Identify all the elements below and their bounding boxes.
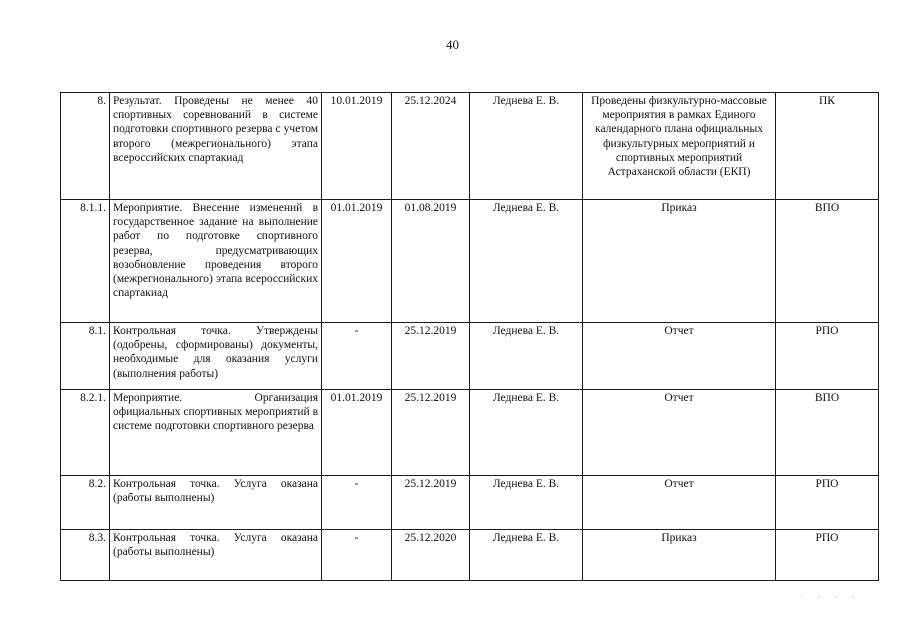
row-start-date: - xyxy=(322,476,392,530)
table-row xyxy=(61,323,879,390)
row-responsible: Леднева Е. В. xyxy=(470,323,583,390)
table-row xyxy=(61,200,879,323)
scan-artifact: · · · · xyxy=(800,592,861,602)
row-description: Мероприятие. Организация официальных спортивных мероприятий в системе подготовки спортивного резерва xyxy=(110,390,322,476)
row-number: 8.1. xyxy=(61,323,110,390)
row-code: РПО xyxy=(776,323,879,390)
row-document: Приказ xyxy=(583,200,776,323)
row-document: Отчет xyxy=(583,476,776,530)
row-start-date: - xyxy=(322,323,392,390)
row-number: 8. xyxy=(61,93,110,200)
row-start-date: 01.01.2019 xyxy=(322,200,392,323)
row-document: Проведены физкультурно-массовые мероприятия в рамках Единого календарного плана официальных физкультурных мероприятий и спортивных мероприятий Астраханской области (ЕКП) xyxy=(583,93,776,200)
row-description: Мероприятие. Внесение изменений в государственное задание на выполнение работ по подготовке спортивного резерва, предусматривающих возобновление проведения второго (межрегионального) этапа всероссийских спартакиад xyxy=(110,200,322,323)
row-description: Контрольная точка. Услуга оказана (работы выполнены) xyxy=(110,476,322,530)
row-end-date: 25.12.2020 xyxy=(392,530,470,581)
row-start-date: 10.01.2019 xyxy=(322,93,392,200)
row-number: 8.1.1. xyxy=(61,200,110,323)
plan-table xyxy=(60,92,879,581)
row-start-date: 01.01.2019 xyxy=(322,390,392,476)
row-responsible: Леднева Е. В. xyxy=(470,476,583,530)
row-responsible: Леднева Е. В. xyxy=(470,390,583,476)
row-code: ВПО xyxy=(776,390,879,476)
row-end-date: 25.12.2019 xyxy=(392,476,470,530)
table-row xyxy=(61,476,879,530)
row-end-date: 25.12.2019 xyxy=(392,390,470,476)
row-description: Результат. Проведены не менее 40 спортивных соревнований в системе подготовки спортивного резерва с учетом второго (межрегионального) этапа всероссийских спартакиад xyxy=(110,93,322,200)
row-responsible: Леднева Е. В. xyxy=(470,200,583,323)
row-number: 8.2. xyxy=(61,476,110,530)
table-row xyxy=(61,530,879,581)
row-number: 8.2.1. xyxy=(61,390,110,476)
row-responsible: Леднева Е. В. xyxy=(470,93,583,200)
row-code: ВПО xyxy=(776,200,879,323)
row-end-date: 25.12.2019 xyxy=(392,323,470,390)
row-responsible: Леднева Е. В. xyxy=(470,530,583,581)
row-end-date: 01.08.2019 xyxy=(392,200,470,323)
table-row xyxy=(61,390,879,476)
row-document: Отчет xyxy=(583,390,776,476)
row-end-date: 25.12.2024 xyxy=(392,93,470,200)
row-description: Контрольная точка. Утверждены (одобрены, сформированы) документы, необходимые для оказания услуги (выполнения работы) xyxy=(110,323,322,390)
row-description: Контрольная точка. Услуга оказана (работы выполнены) xyxy=(110,530,322,581)
table-row xyxy=(61,93,879,200)
page-number: 40 xyxy=(446,37,459,52)
row-document: Приказ xyxy=(583,530,776,581)
row-number: 8.3. xyxy=(61,530,110,581)
row-start-date: - xyxy=(322,530,392,581)
row-code: РПО xyxy=(776,476,879,530)
row-code: ПК xyxy=(776,93,879,200)
row-document: Отчет xyxy=(583,323,776,390)
row-code: РПО xyxy=(776,530,879,581)
